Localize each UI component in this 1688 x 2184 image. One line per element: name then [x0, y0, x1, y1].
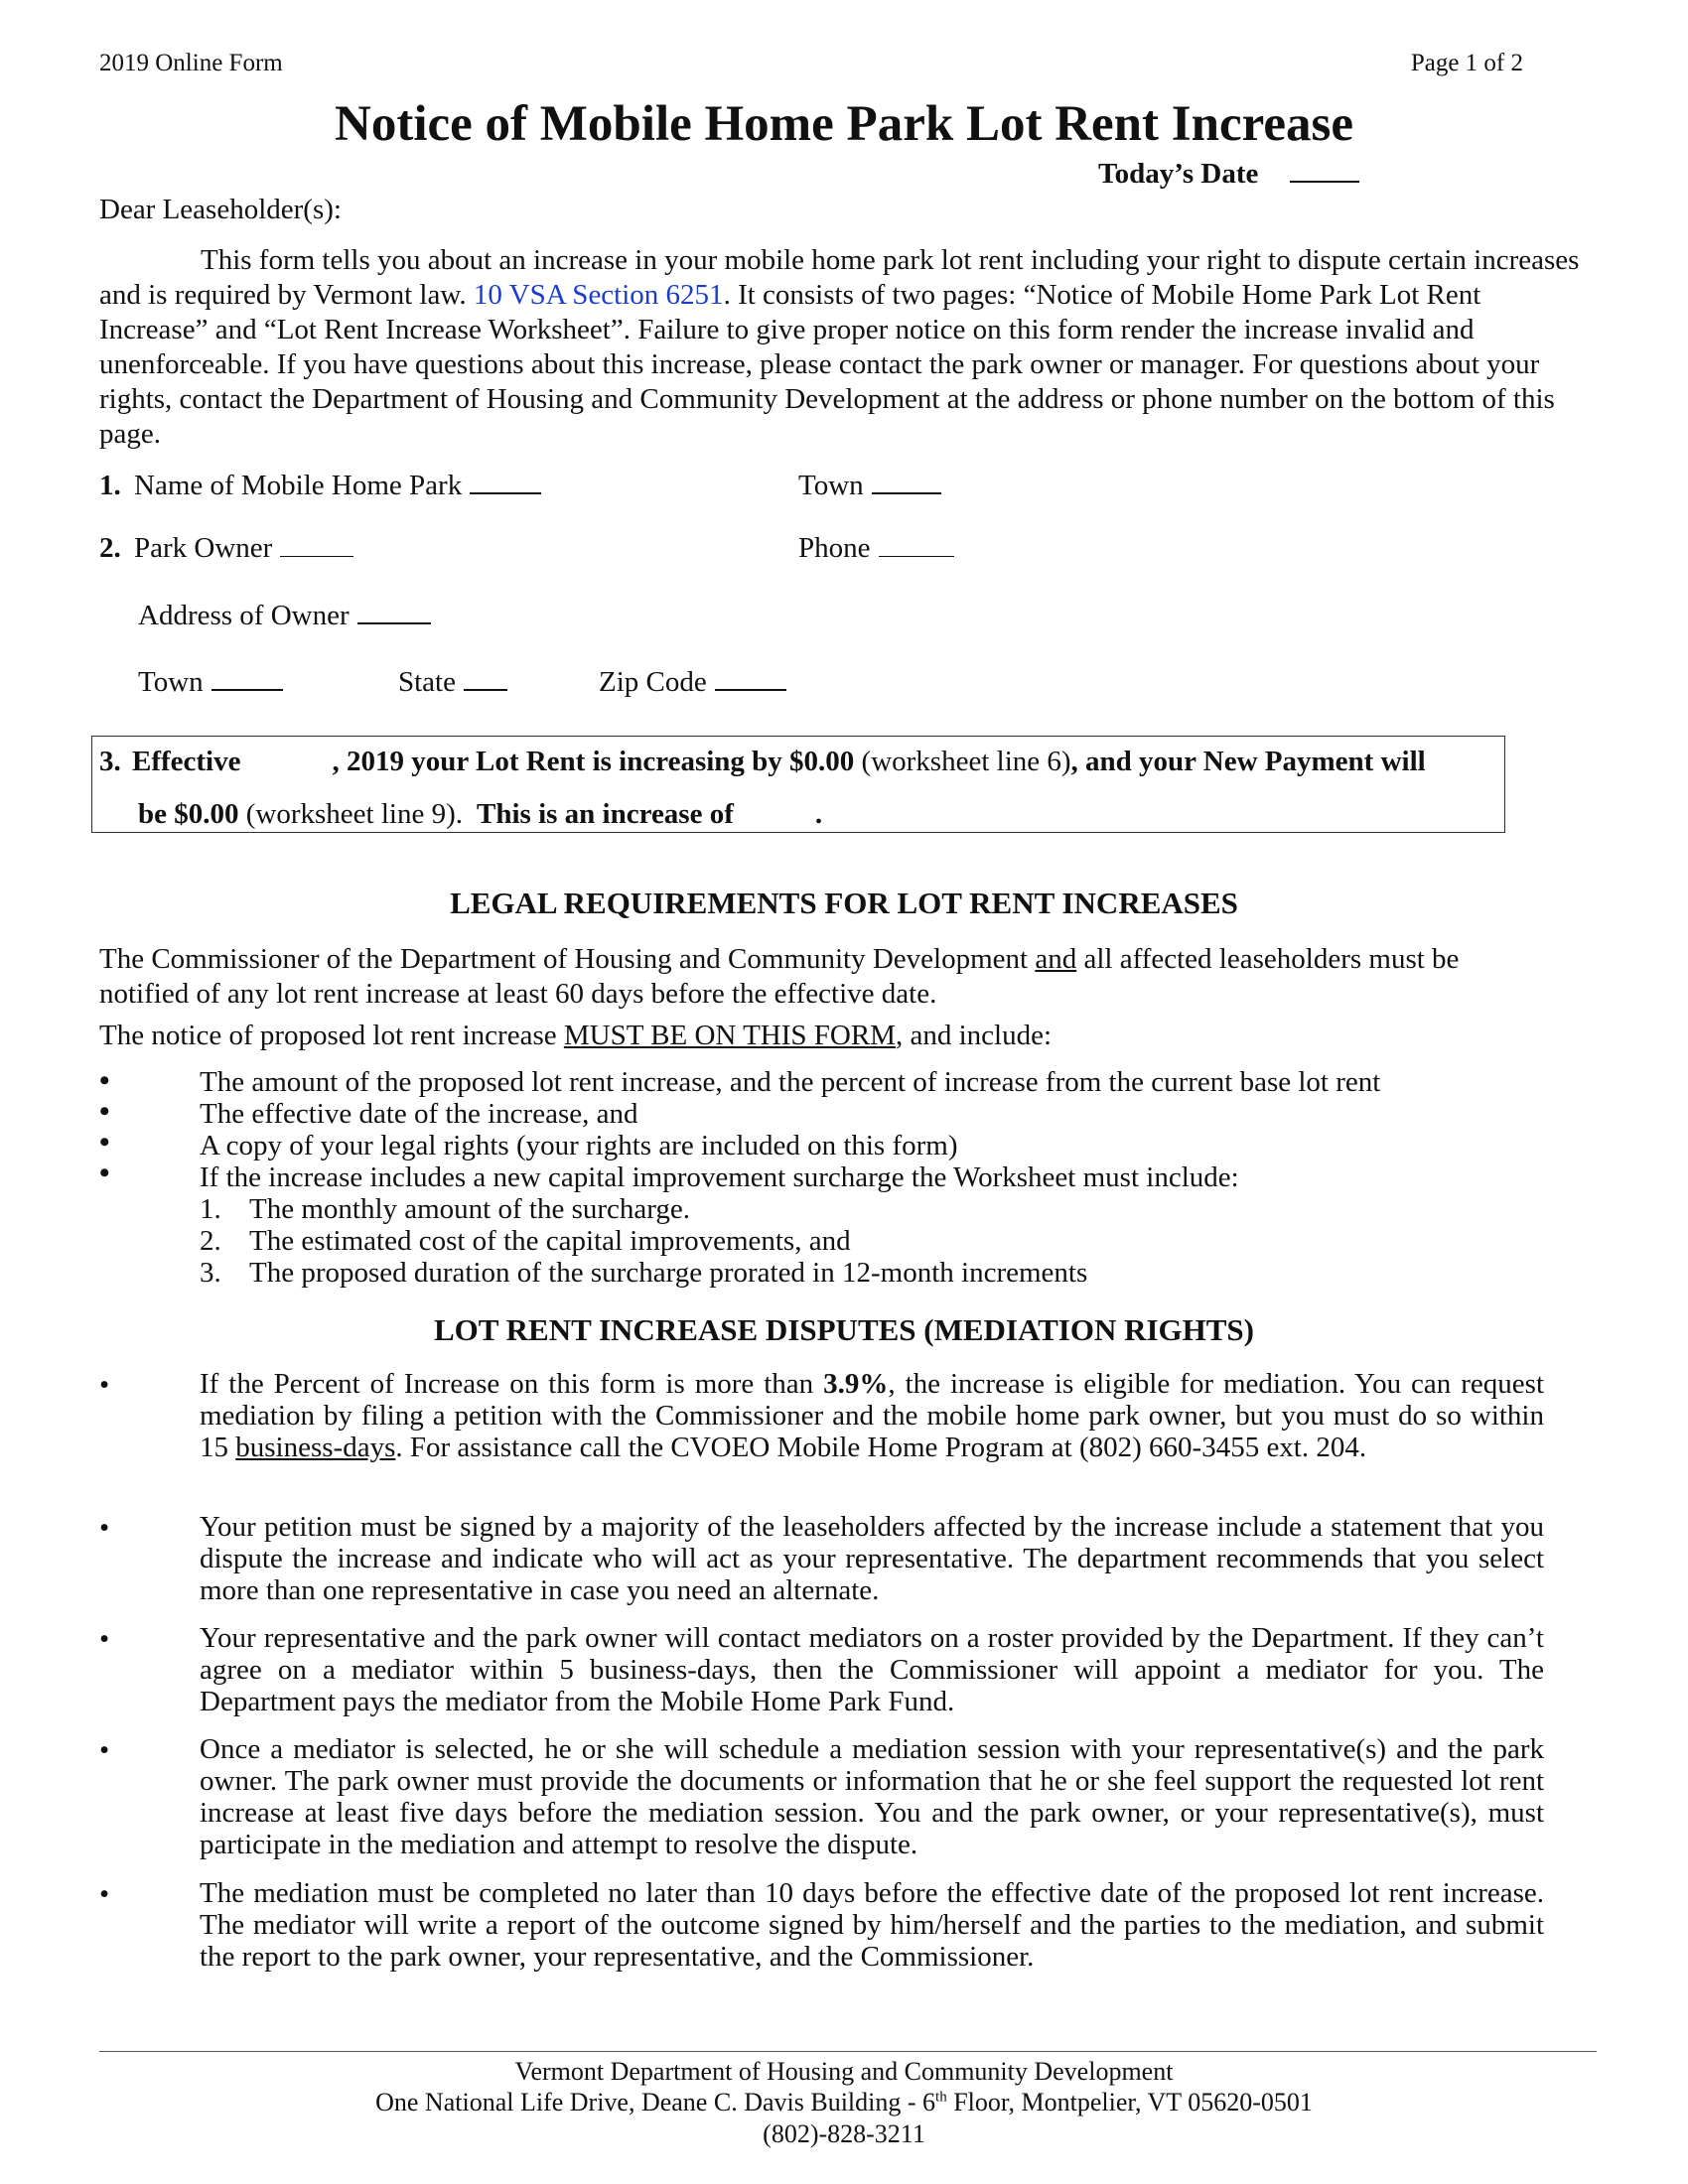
mediation-threshold: 3.9% — [823, 1368, 889, 1400]
owner-town — [138, 665, 283, 700]
park-name-label: Name of Mobile Home Park — [134, 470, 463, 501]
numbered-text: The estimated cost of the capital improvements, and — [249, 1225, 851, 1257]
list-item: The amount of the proposed lot rent increase, and the percent of increase from the current base lot rent — [200, 1066, 1381, 1098]
owner-address — [138, 599, 431, 633]
numbered-item — [200, 1193, 1380, 1225]
bullet-icon: • — [99, 1734, 110, 1766]
dispute-item-3: Your representative and the park owner will contact mediators on a roster provided by the Department. If they can’t agree on a mediator within 5 business-days, then the Commissioner will appoint a mediator for you. The Department pays the mediator from the Mobile Home Park Fund. — [200, 1622, 1544, 1717]
dispute-item-5: The mediation must be completed no later than 10 days before the effective date of the proposed lot rent increase. The mediator will write a report of the outcome signed by him/herself and the parties to the mediation, and submit the report to the park owner, your representative, and the Commissioner. — [200, 1877, 1544, 1973]
legal-p2-text-a: The notice of proposed lot rent increase — [99, 1020, 564, 1051]
todays-date-label — [1098, 157, 1359, 192]
todays-date-text: Today’s Date — [1098, 158, 1259, 190]
worksheet-line-6-ref: (worksheet line 6) — [854, 746, 1071, 777]
bullet-icon: • — [99, 1064, 110, 1097]
dispute-item-4: Once a mediator is selected, he or she will schedule a mediation session with your representative(s) and the park owner. The park owner must provide the documents or information that he or she feel support the requested lot rent increase at least five days before the mediation session. You and the park owner, or your representative(s), must participate in the mediation and attempt to resolve the dispute. — [200, 1733, 1544, 1860]
item-3-line-1 — [99, 745, 1426, 779]
owner-phone — [798, 531, 954, 566]
worksheet-line-9-ref: (worksheet line 9). — [238, 798, 463, 830]
park-name-field[interactable] — [470, 471, 541, 494]
new-payment-text: , and your New Payment will — [1070, 746, 1426, 777]
dispute-1-text-b: , the increase is eligible for mediation. You can request mediation by filing a petition with the Commissioner and the mobile home park owner, but you must do so within 15 — [200, 1368, 1544, 1463]
increase-of-label: This is an increase of — [477, 798, 734, 830]
phone-label: Phone — [798, 532, 871, 564]
legal-p1-and: and — [1035, 943, 1077, 975]
legal-bullet-markers — [99, 1065, 110, 1188]
increase-period: . — [814, 798, 823, 830]
page-label: Page 1 of 2 — [1410, 50, 1523, 76]
footer-address-b: Floor, Montpelier, VT 05620-0501 — [946, 2088, 1313, 2116]
effective-label: Effective — [132, 746, 241, 777]
item-1 — [99, 469, 541, 503]
legal-p1-text-a: The Commissioner of the Department of Housing and Community Development — [99, 943, 1036, 975]
item-2 — [99, 531, 353, 566]
numbered-index: 1. — [200, 1193, 221, 1225]
must-be-on-form: MUST BE ON THIS FORM — [563, 1020, 896, 1051]
bullet-icon: • — [99, 1878, 110, 1910]
address-field[interactable] — [357, 601, 431, 624]
legal-p2-text-b: , and include: — [895, 1020, 1053, 1051]
state-field[interactable] — [464, 667, 507, 691]
page-title: Notice of Mobile Home Park Lot Rent Increase — [335, 96, 1353, 152]
item-3-number: 3. — [99, 746, 121, 777]
increase-amount-text: , 2019 your Lot Rent is increasing by $0.00 — [332, 746, 855, 777]
item-2-number: 2. — [99, 532, 121, 564]
footer-divider — [99, 2051, 1597, 2052]
salutation: Dear Leaseholder(s): — [99, 194, 342, 225]
zip-field[interactable] — [715, 667, 786, 691]
bullet-icon: • — [99, 1512, 110, 1544]
dispute-1-text-c: . For assistance call the CVOEO Mobile Home Program at (802) 660-3455 ext. 204. — [395, 1432, 1367, 1463]
intro-text-2: . It consists of two pages: “Notice of Mobile Home Park Lot Rent Increase” and “Lot Rent Increase Worksheet”. Failure to give proper notice on this form render the increase invalid and unenforceable. If you have questions about this increase, please contact the park owner or manager. For questions about your rights, contact the Department of Housing and Community Development at the address or phone number on the bottom of this page. — [99, 279, 1555, 450]
intro-paragraph — [99, 243, 1589, 452]
owner-town-field[interactable] — [211, 667, 283, 691]
park-town-field[interactable] — [872, 471, 941, 494]
statute-link[interactable]: 10 VSA Section 6251 — [473, 279, 724, 311]
zip-label: Zip Code — [599, 666, 707, 698]
bullet-icon: • — [99, 1369, 110, 1401]
state-label: State — [398, 666, 456, 698]
numbered-item — [200, 1225, 1380, 1257]
item-1-number: 1. — [99, 470, 121, 501]
numbered-index: 3. — [200, 1257, 221, 1289]
footer-department: Vermont Department of Housing and Community Development — [514, 2057, 1174, 2086]
park-owner-field[interactable] — [280, 534, 353, 557]
dispute-item-2: Your petition must be signed by a majority of the leaseholders affected by the increase include a statement that you dispute the increase and indicate who will act as your representative. The department recommends that you select more than one representative in case you need an alternate. — [200, 1511, 1544, 1606]
address-label: Address of Owner — [138, 600, 350, 631]
numbered-item — [200, 1257, 1380, 1289]
list-item: The effective date of the increase, and — [200, 1098, 638, 1130]
list-item: If the increase includes a new capital improvement surcharge the Worksheet must include: — [200, 1161, 1239, 1193]
form-label: 2019 Online Form — [99, 50, 283, 76]
bullet-icon: • — [99, 1623, 110, 1655]
footer-phone: (802)-828-3211 — [763, 2119, 925, 2148]
owner-zip — [599, 665, 786, 700]
park-town — [798, 469, 941, 503]
park-owner-label: Park Owner — [134, 532, 273, 564]
new-payment-amount: be $0.00 — [138, 798, 239, 830]
numbered-index: 2. — [200, 1225, 221, 1257]
phone-field[interactable] — [879, 534, 954, 557]
dispute-item-1 — [200, 1368, 1544, 1463]
todays-date-field[interactable] — [1290, 159, 1359, 183]
footer-address-a: One National Life Drive, Deane C. Davis Building - 6 — [375, 2088, 936, 2116]
park-town-label: Town — [798, 470, 864, 501]
legal-paragraph-1 — [99, 942, 1549, 1012]
owner-town-label: Town — [138, 666, 204, 698]
bullet-icon: • — [99, 1126, 110, 1159]
legal-paragraph-2 — [99, 1019, 1052, 1053]
footer-address-sup: th — [935, 2089, 947, 2106]
item-3-line-2 — [138, 797, 822, 832]
legal-heading: LEGAL REQUIREMENTS FOR LOT RENT INCREASES — [450, 886, 1238, 920]
business-days-term: business-days — [235, 1432, 396, 1463]
numbered-text: The monthly amount of the surcharge. — [249, 1193, 691, 1225]
dispute-1-text-a: If the Percent of Increase on this form is more than — [200, 1368, 824, 1400]
legal-bullet-list — [200, 1066, 1380, 1289]
list-item: A copy of your legal rights (your rights are included on this form) — [200, 1130, 958, 1161]
bullet-icon: • — [99, 1157, 110, 1189]
disputes-heading: LOT RENT INCREASE DISPUTES (MEDIATION RIGHTS) — [434, 1312, 1254, 1347]
numbered-text: The proposed duration of the surcharge prorated in 12-month increments — [249, 1257, 1088, 1289]
footer-address — [0, 2088, 1688, 2117]
owner-state — [398, 665, 507, 700]
bullet-icon: • — [99, 1095, 110, 1128]
legal-p1-text-b: all affected leaseholders must be notified of any lot rent increase at least 60 days before the effective date. — [99, 943, 1460, 1010]
intro-text-1: This form tells you about an increase in your mobile home park lot rent including your right to dispute certain increases and is required by Vermont law. — [99, 244, 1580, 311]
